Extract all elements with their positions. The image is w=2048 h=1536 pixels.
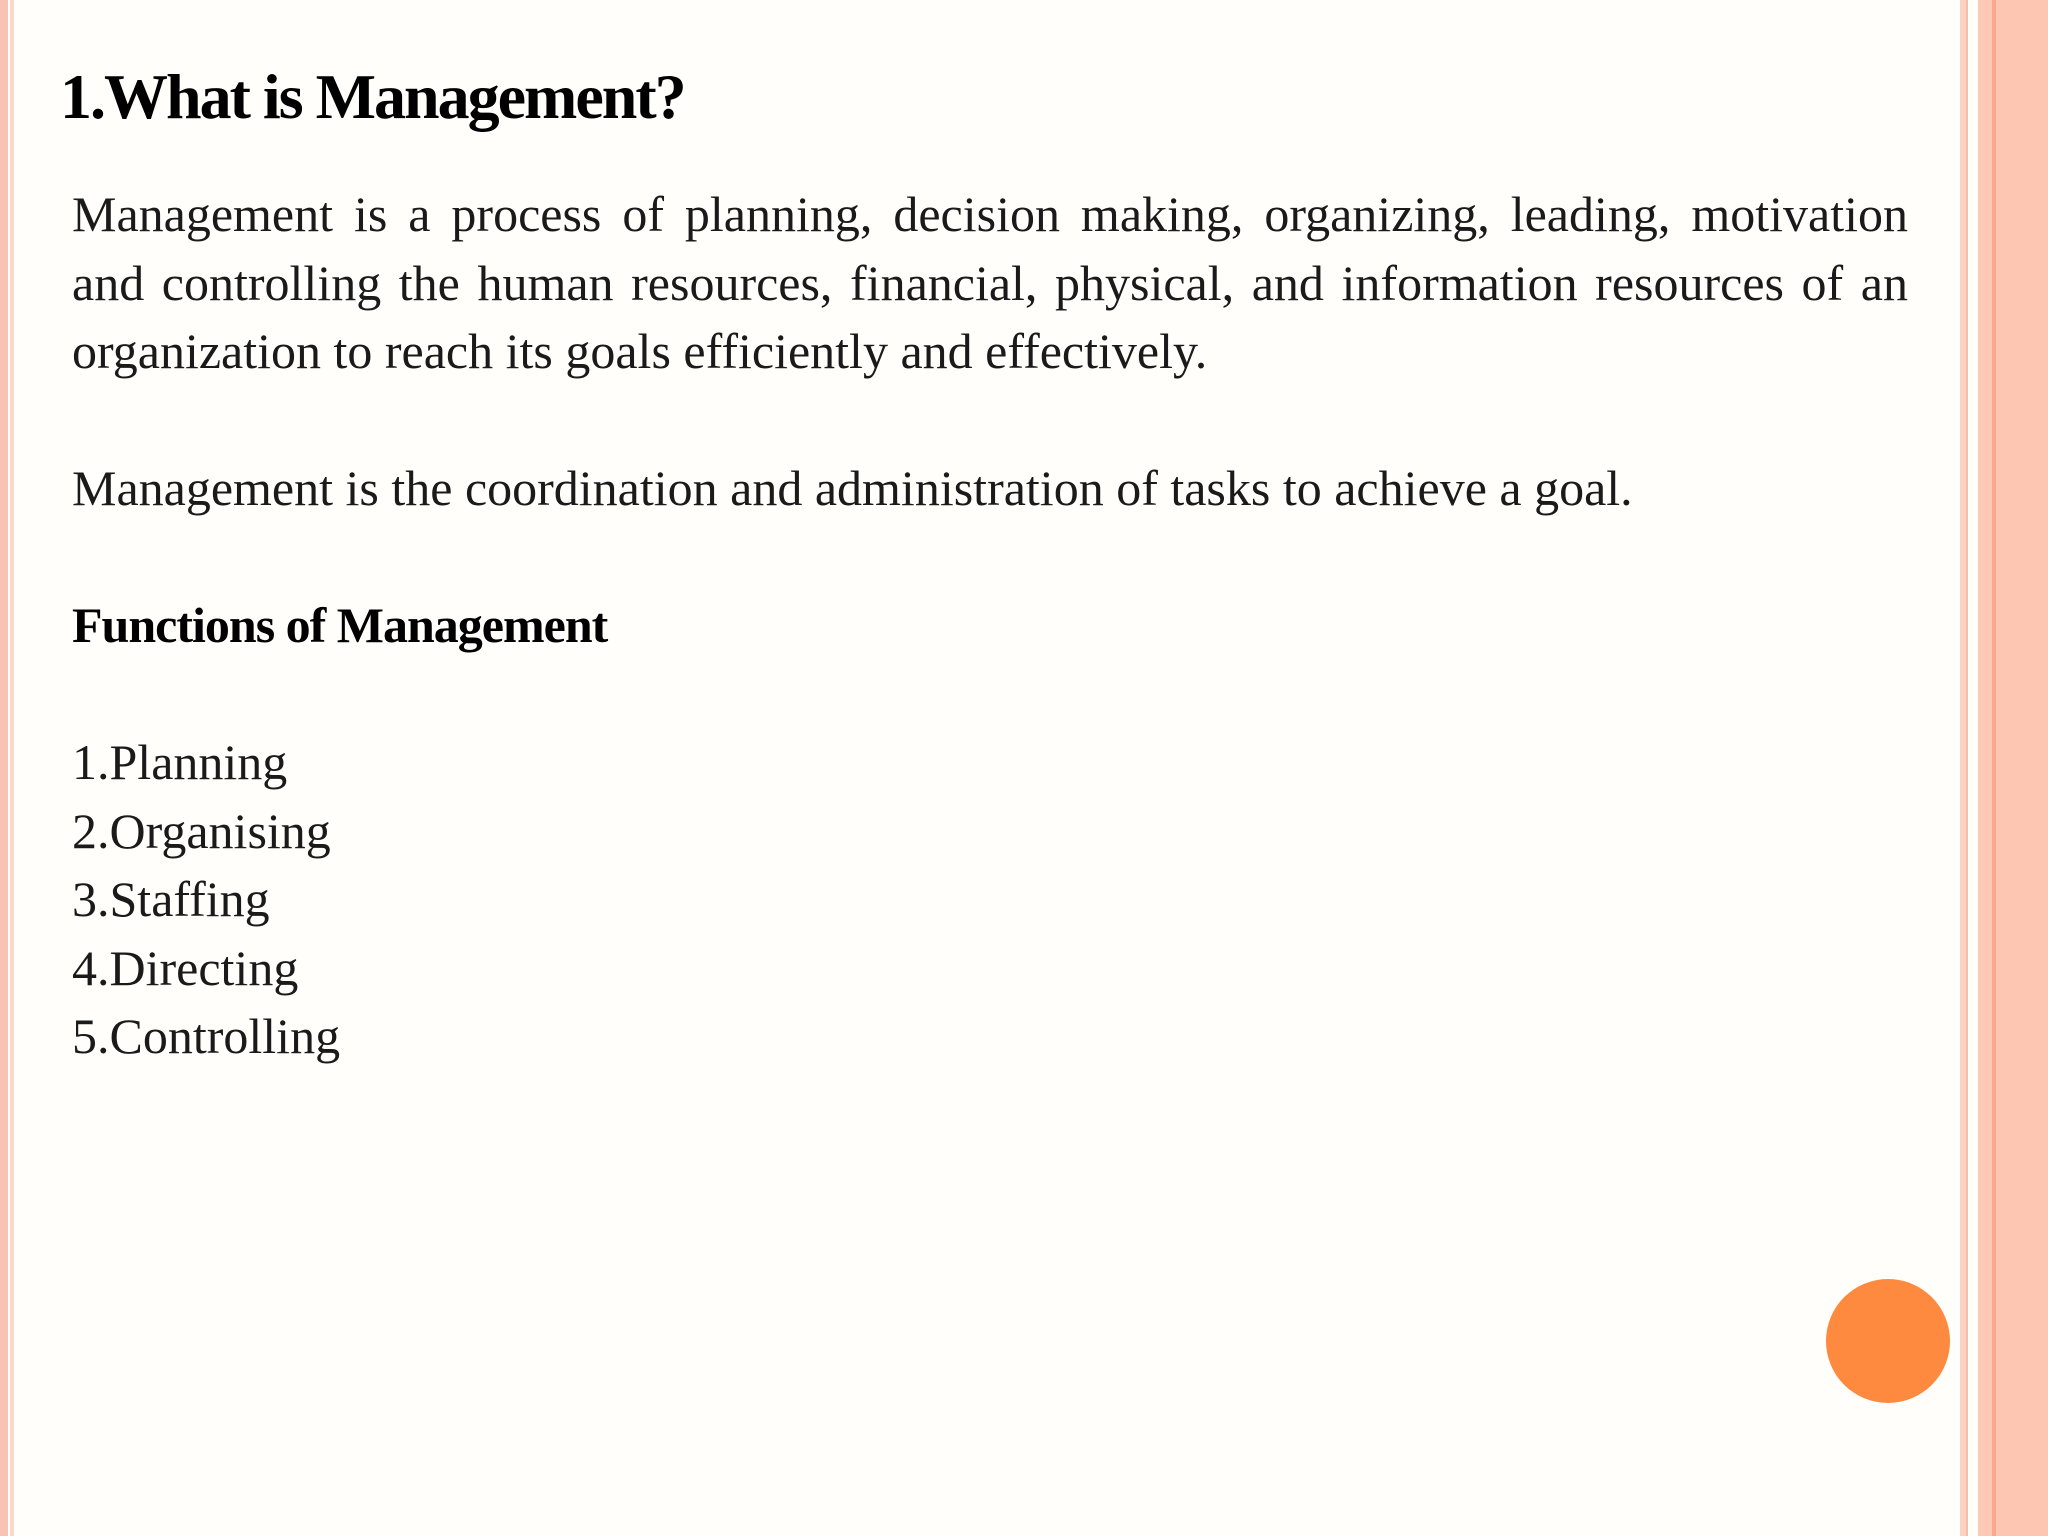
list-item: 4.Directing (72, 939, 299, 996)
spacer (72, 523, 1908, 592)
spacer (72, 386, 1908, 455)
spacer (72, 660, 1908, 729)
right-border-band-outer (1996, 0, 2048, 1536)
list-item: 1.Planning (72, 734, 288, 790)
left-border-stripe-inner (10, 0, 14, 1536)
definition-paragraph: Management is a process of planning, decision making, organizing, leading, motivation and controlling the human resources, financial, physical, and information resources of an organization to reach its goals efficiently and effectively. (72, 186, 1908, 379)
right-border-band (1978, 0, 1992, 1536)
slide-title: 1.What is Management? (60, 61, 685, 132)
list-item: 5.Controlling (72, 1008, 341, 1064)
definition-paragraph-short: Management is the coordination and administration of tasks to achieve a goal. (72, 460, 1633, 516)
list-item: 3.Staffing (72, 871, 270, 927)
left-border-stripe (0, 0, 8, 1536)
list-item: 2.Organising (72, 802, 331, 859)
functions-heading: Functions of Management (72, 597, 608, 653)
functions-list (72, 728, 1908, 1071)
decorative-circle (1826, 1279, 1950, 1403)
slide-body (72, 180, 1908, 1071)
right-border-gap (1968, 0, 1978, 1536)
